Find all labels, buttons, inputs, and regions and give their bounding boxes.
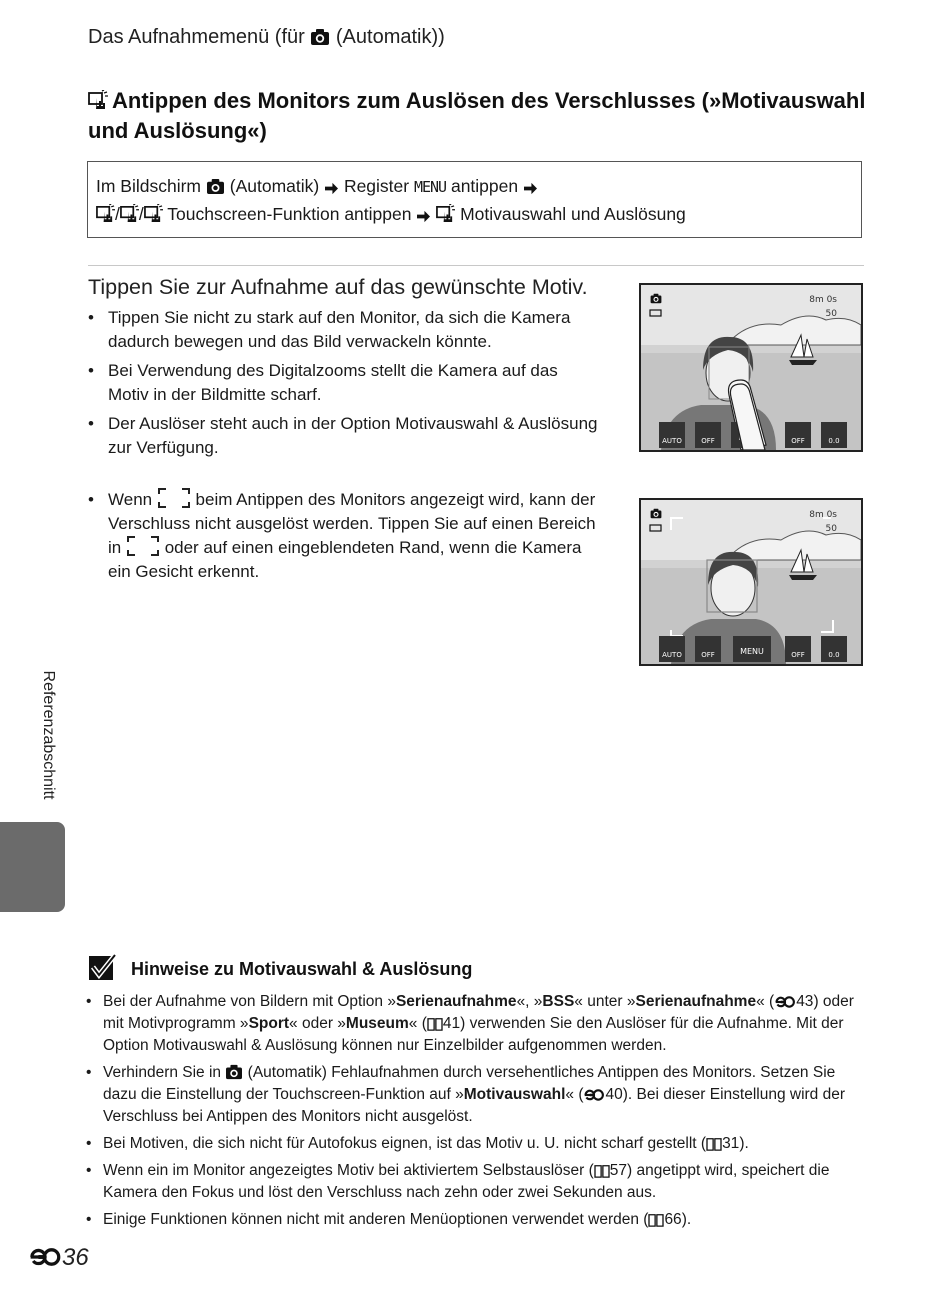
text: oder auf einen eingeblendeten Rand, wenn die Kamera ein Gesicht erkennt. [108, 538, 582, 581]
text: « oder » [289, 1015, 346, 1032]
procedure-text: Im Bildschirm [96, 176, 206, 196]
page-number [28, 1244, 89, 1272]
breadcrumb-text-after: (Automatik)) [330, 26, 445, 48]
camera-screen-frame-example [639, 498, 863, 666]
camera-screen-tap-example [639, 283, 863, 452]
flash-mode-label: AUTO [662, 651, 682, 659]
exposure-label: 0.0 [828, 651, 840, 659]
text: (Automatik) Fehlaufnahmen durch versehentliches Antippen des Monitors. Setzen Sie dazu die Einstellung der Touchscreen-Funktion auf » [103, 1064, 836, 1103]
subheading: Tippen Sie zur Aufnahme auf das gewünschte Motiv. [88, 275, 588, 299]
option-name: BSS [542, 993, 575, 1010]
text: beim Antippen des Monitors angezeigt wird, kann der Verschluss nicht ausgelöst werden. Tippen Sie auf einen Bereich in [108, 490, 596, 557]
text: ) oder mit Motivprogramm » [103, 993, 854, 1032]
list-item [86, 1062, 864, 1128]
side-tab-text: Referenzabschnitt [40, 670, 57, 800]
arrow-right-icon [523, 182, 538, 195]
list-item: • Der Auslöser steht auch in der Option Motivauswahl & Auslösung zur Verfügung. [88, 412, 598, 459]
breadcrumb-text-before: Das Aufnahmemenü (für [88, 26, 311, 48]
list-item [86, 991, 864, 1057]
camera-icon [206, 178, 225, 195]
procedure-line-2 [96, 201, 853, 228]
frame-note-list [88, 488, 608, 590]
text: ). [739, 1135, 749, 1152]
list-item [86, 1209, 864, 1231]
reference-section-icon [774, 995, 796, 1009]
procedure-text: Touchscreen-Funktion antippen [162, 204, 417, 224]
text: « ( [408, 1015, 427, 1032]
menu-tab-label: MENU [413, 178, 447, 196]
flash-mode-label: AUTO [662, 437, 682, 445]
option-name: Serienaufnahme [635, 993, 757, 1010]
book-icon [706, 1137, 722, 1151]
book-icon [427, 1017, 443, 1031]
text: Einige Funktionen können nicht mit anderen Menüoptionen verwendet werden ( [103, 1211, 649, 1228]
remaining-time-text: 8m 0s [809, 510, 837, 520]
text: « ( [756, 993, 775, 1010]
text: Bei der Aufnahme von Bildern mit Option » [103, 993, 396, 1010]
camera-icon [310, 28, 330, 46]
macro-label: OFF [791, 437, 805, 445]
procedure-text: antippen [446, 176, 523, 196]
text: Wenn [108, 490, 157, 509]
procedure-text: (Automatik) [224, 176, 325, 196]
procedure-line-1 [96, 173, 853, 201]
text: ). Bei dieser Einstellung wird der Verschluss bei Antippen des Monitors nicht ausgelöst. [103, 1086, 846, 1125]
list-item [86, 1160, 864, 1204]
text: « ( [565, 1086, 584, 1103]
reference-section-icon [28, 1246, 62, 1268]
side-tab-marker [0, 822, 65, 912]
procedure-text: Register [339, 176, 414, 196]
procedure-text: Motivauswahl und Auslösung [455, 204, 686, 224]
list-item: • Tippen Sie nicht zu stark auf den Monitor, da sich die Kamera dadurch bewegen und das Bild verwackeln könnte. [88, 306, 598, 353]
option-name: Sport [248, 1015, 290, 1032]
book-icon [648, 1213, 664, 1227]
touch-af-ae-icon [144, 204, 163, 223]
page-ref: 41 [442, 1015, 461, 1032]
notes-list [86, 991, 864, 1236]
touch-shooting-icon [436, 204, 455, 223]
focus-bracket-icon [157, 488, 191, 508]
checkmark-note-icon [88, 953, 118, 983]
text: ) verwenden Sie den Auslöser für die Aufnahme. Mit der Option Motivauswahl & Auslösung können nur Einzelbilder aufgenommen werden. [103, 1015, 844, 1054]
menu-button-label: MENU [740, 647, 764, 656]
text: « unter » [574, 993, 636, 1010]
subject-tracking-icon [120, 204, 139, 223]
side-tab-label [38, 660, 58, 810]
shots-remaining-text: 50 [825, 524, 837, 534]
note-title: Hinweise zu Motivauswahl & Auslösung [131, 959, 473, 979]
procedure-separator: / [138, 204, 144, 224]
exposure-label: 0.0 [828, 437, 840, 445]
self-timer-label: OFF [701, 437, 715, 445]
page-ref: 57 [609, 1162, 628, 1179]
arrow-right-icon [416, 210, 431, 223]
camera-icon [225, 1064, 243, 1080]
option-name: Motivauswahl [463, 1086, 566, 1103]
remaining-time-text: 8m 0s [809, 295, 837, 305]
page-ref: 31 [722, 1135, 740, 1152]
text: ) angetippt wird, speichert die Kamera den Fokus und löst den Verschluss nach zehn oder zwei Sekunden aus. [103, 1162, 830, 1201]
text: Bei Motiven, die sich nicht für Autofokus eignen, ist das Motiv u. U. nicht scharf gestellt ( [103, 1135, 707, 1152]
list-item: • Bei Verwendung des Digitalzooms stellt die Kamera auf das Motiv in der Bildmitte scharf. [88, 359, 598, 406]
touch-shooting-icon [96, 204, 115, 223]
section-heading [88, 86, 878, 146]
touch-shooting-icon [88, 90, 108, 110]
text: Wenn ein im Monitor angezeigtes Motiv bei aktiviertem Selbstauslöser ( [103, 1162, 594, 1179]
option-name: Museum [345, 1015, 409, 1032]
text: «, » [516, 993, 543, 1010]
divider [88, 265, 864, 266]
page-ref: 43 [796, 993, 814, 1010]
focus-bracket-icon [126, 536, 160, 556]
shots-remaining-text: 50 [825, 309, 837, 319]
option-name: Serienaufnahme [395, 993, 517, 1010]
list-item [88, 488, 608, 584]
procedure-box [87, 161, 862, 238]
tips-list [88, 306, 598, 465]
breadcrumb [88, 26, 445, 49]
arrow-right-icon [324, 182, 339, 195]
page-ref: 66 [664, 1211, 682, 1228]
text: Verhindern Sie in [103, 1064, 226, 1081]
reference-section-icon [583, 1088, 605, 1102]
macro-label: OFF [791, 651, 805, 659]
self-timer-label: OFF [701, 651, 715, 659]
list-item [86, 1133, 864, 1155]
page-ref: 40 [605, 1086, 623, 1103]
text: ). [681, 1211, 692, 1228]
heading-text: Antippen des Monitors zum Auslösen des Verschlusses (»Motivauswahl und Auslösung«) [88, 88, 866, 143]
page-number-text: 36 [62, 1244, 89, 1271]
book-icon [594, 1164, 610, 1178]
procedure-separator: / [115, 204, 120, 224]
